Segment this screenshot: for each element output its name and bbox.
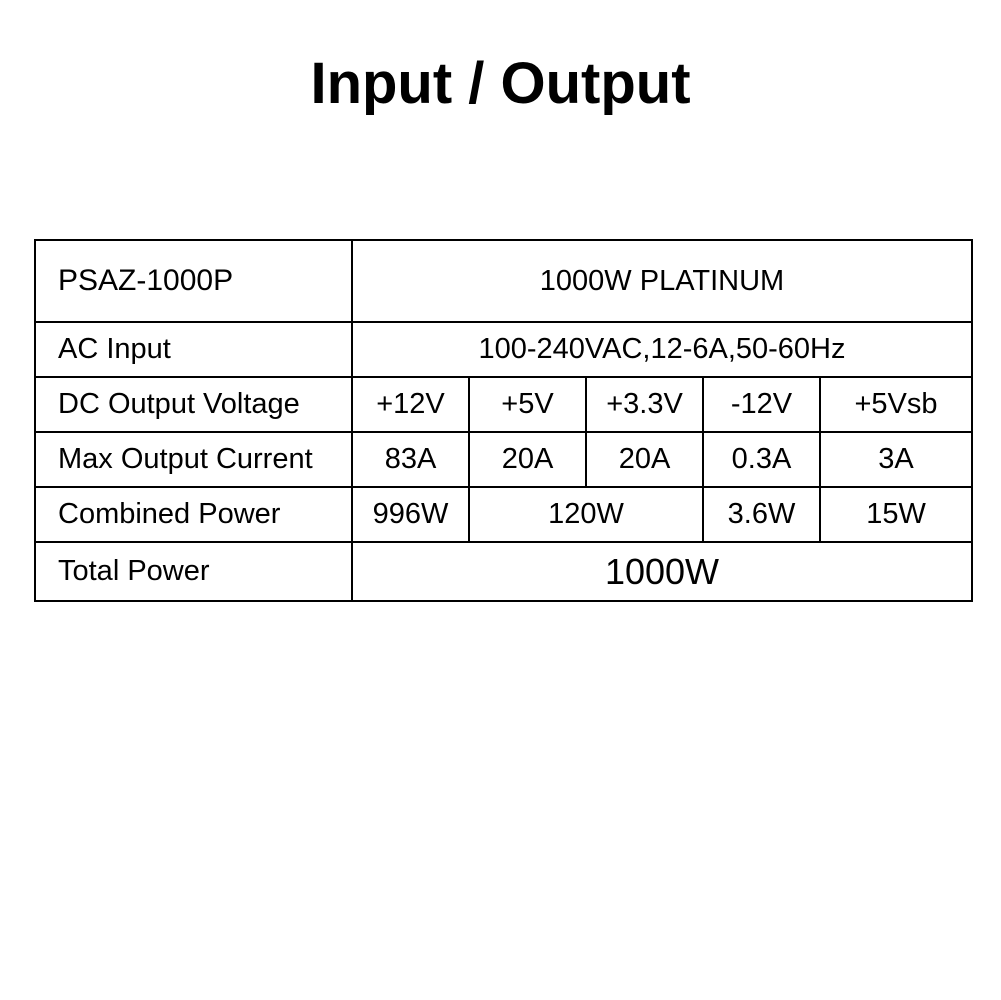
current-cell: 83A bbox=[352, 432, 469, 487]
current-cell: 20A bbox=[469, 432, 586, 487]
row-combined-power bbox=[35, 487, 972, 542]
dc-output-voltage-label: DC Output Voltage bbox=[35, 377, 352, 432]
row-model bbox=[35, 240, 972, 322]
current-cell: 0.3A bbox=[703, 432, 820, 487]
total-power-value: 1000W bbox=[352, 542, 972, 601]
voltage-cell: +5Vsb bbox=[820, 377, 972, 432]
current-cell: 3A bbox=[820, 432, 972, 487]
voltage-cell: +3.3V bbox=[586, 377, 703, 432]
combined-power-cell: 3.6W bbox=[703, 487, 820, 542]
combined-power-cell: 15W bbox=[820, 487, 972, 542]
voltage-cell: +5V bbox=[469, 377, 586, 432]
model-label: PSAZ-1000P bbox=[35, 240, 352, 322]
row-ac-input bbox=[35, 322, 972, 377]
combined-power-cell: 996W bbox=[352, 487, 469, 542]
row-dc-output-voltage bbox=[35, 377, 972, 432]
ac-input-label: AC Input bbox=[35, 322, 352, 377]
model-value: 1000W PLATINUM bbox=[352, 240, 972, 322]
page-title: Input / Output bbox=[310, 51, 691, 116]
voltage-cell: -12V bbox=[703, 377, 820, 432]
max-output-current-label: Max Output Current bbox=[35, 432, 352, 487]
ac-input-value: 100-240VAC,12-6A,50-60Hz bbox=[352, 322, 972, 377]
combined-power-cell: 120W bbox=[469, 487, 703, 542]
combined-power-label: Combined Power bbox=[35, 487, 352, 542]
total-power-label: Total Power bbox=[35, 542, 352, 601]
row-total-power bbox=[35, 542, 972, 601]
current-cell: 20A bbox=[586, 432, 703, 487]
voltage-cell: +12V bbox=[352, 377, 469, 432]
spec-table bbox=[34, 239, 973, 602]
row-max-output-current bbox=[35, 432, 972, 487]
